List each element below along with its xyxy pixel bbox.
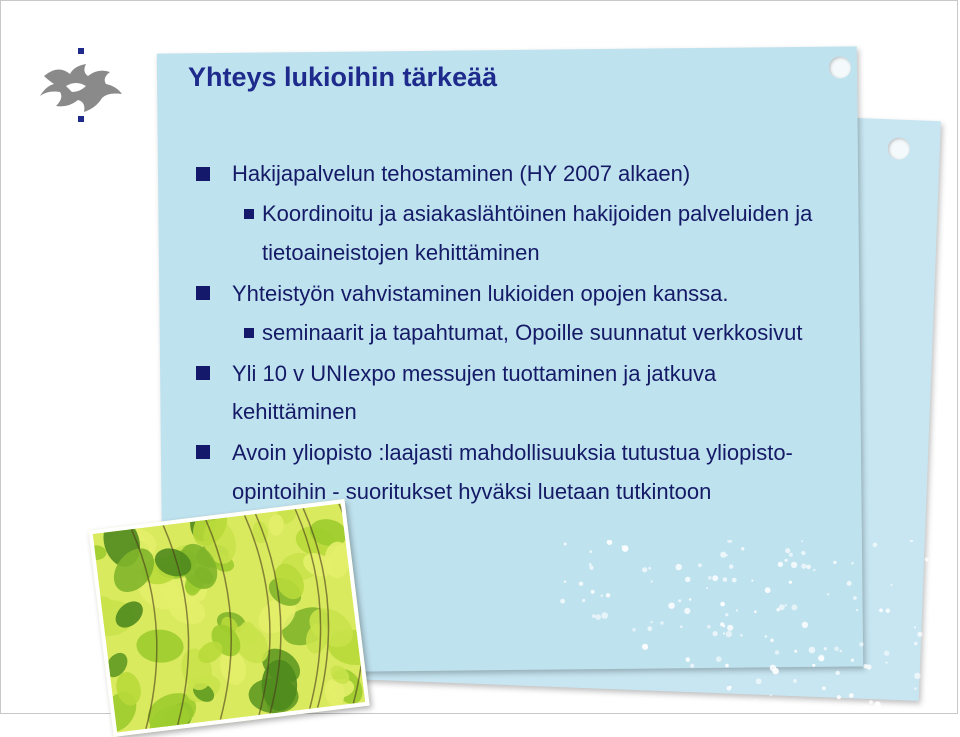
sub-bullet-text: Koordinoitu ja asiakaslähtöinen hakijoiden palveluiden ja — [262, 201, 813, 226]
square-bullet-icon — [196, 445, 210, 459]
bullet-text: Yli 10 v UNIexpo messujen tuottaminen ja jatkuva — [232, 361, 717, 386]
slide-title: Yhteys lukioihin tärkeää — [188, 62, 498, 92]
bullet-text: Avoin yliopisto :laajasti mahdollisuuksia tutustua yliopisto- — [232, 440, 793, 465]
bullet-text: opintoihin - suoritukset hyväksi luetaan tutkintoon — [232, 479, 712, 504]
bullet-text: Hakijapalvelun tehostaminen (HY 2007 alkaen) — [232, 161, 691, 186]
square-bullet-icon — [196, 167, 210, 181]
bullet-text: Yhteistyön vahvistaminen lukioiden opojen kanssa. — [232, 281, 729, 306]
square-bullet-icon — [196, 286, 210, 300]
sub-bullet-text: seminaarit ja tapahtumat, Opoille suunnatut verkkosivut — [262, 320, 803, 345]
sub-bullet-text: tietoaineistojen kehittäminen — [262, 240, 540, 265]
small-square-bullet-icon — [244, 328, 254, 338]
small-square-bullet-icon — [244, 209, 254, 219]
square-bullet-icon — [196, 366, 210, 380]
bullet-text: kehittäminen — [232, 399, 357, 424]
